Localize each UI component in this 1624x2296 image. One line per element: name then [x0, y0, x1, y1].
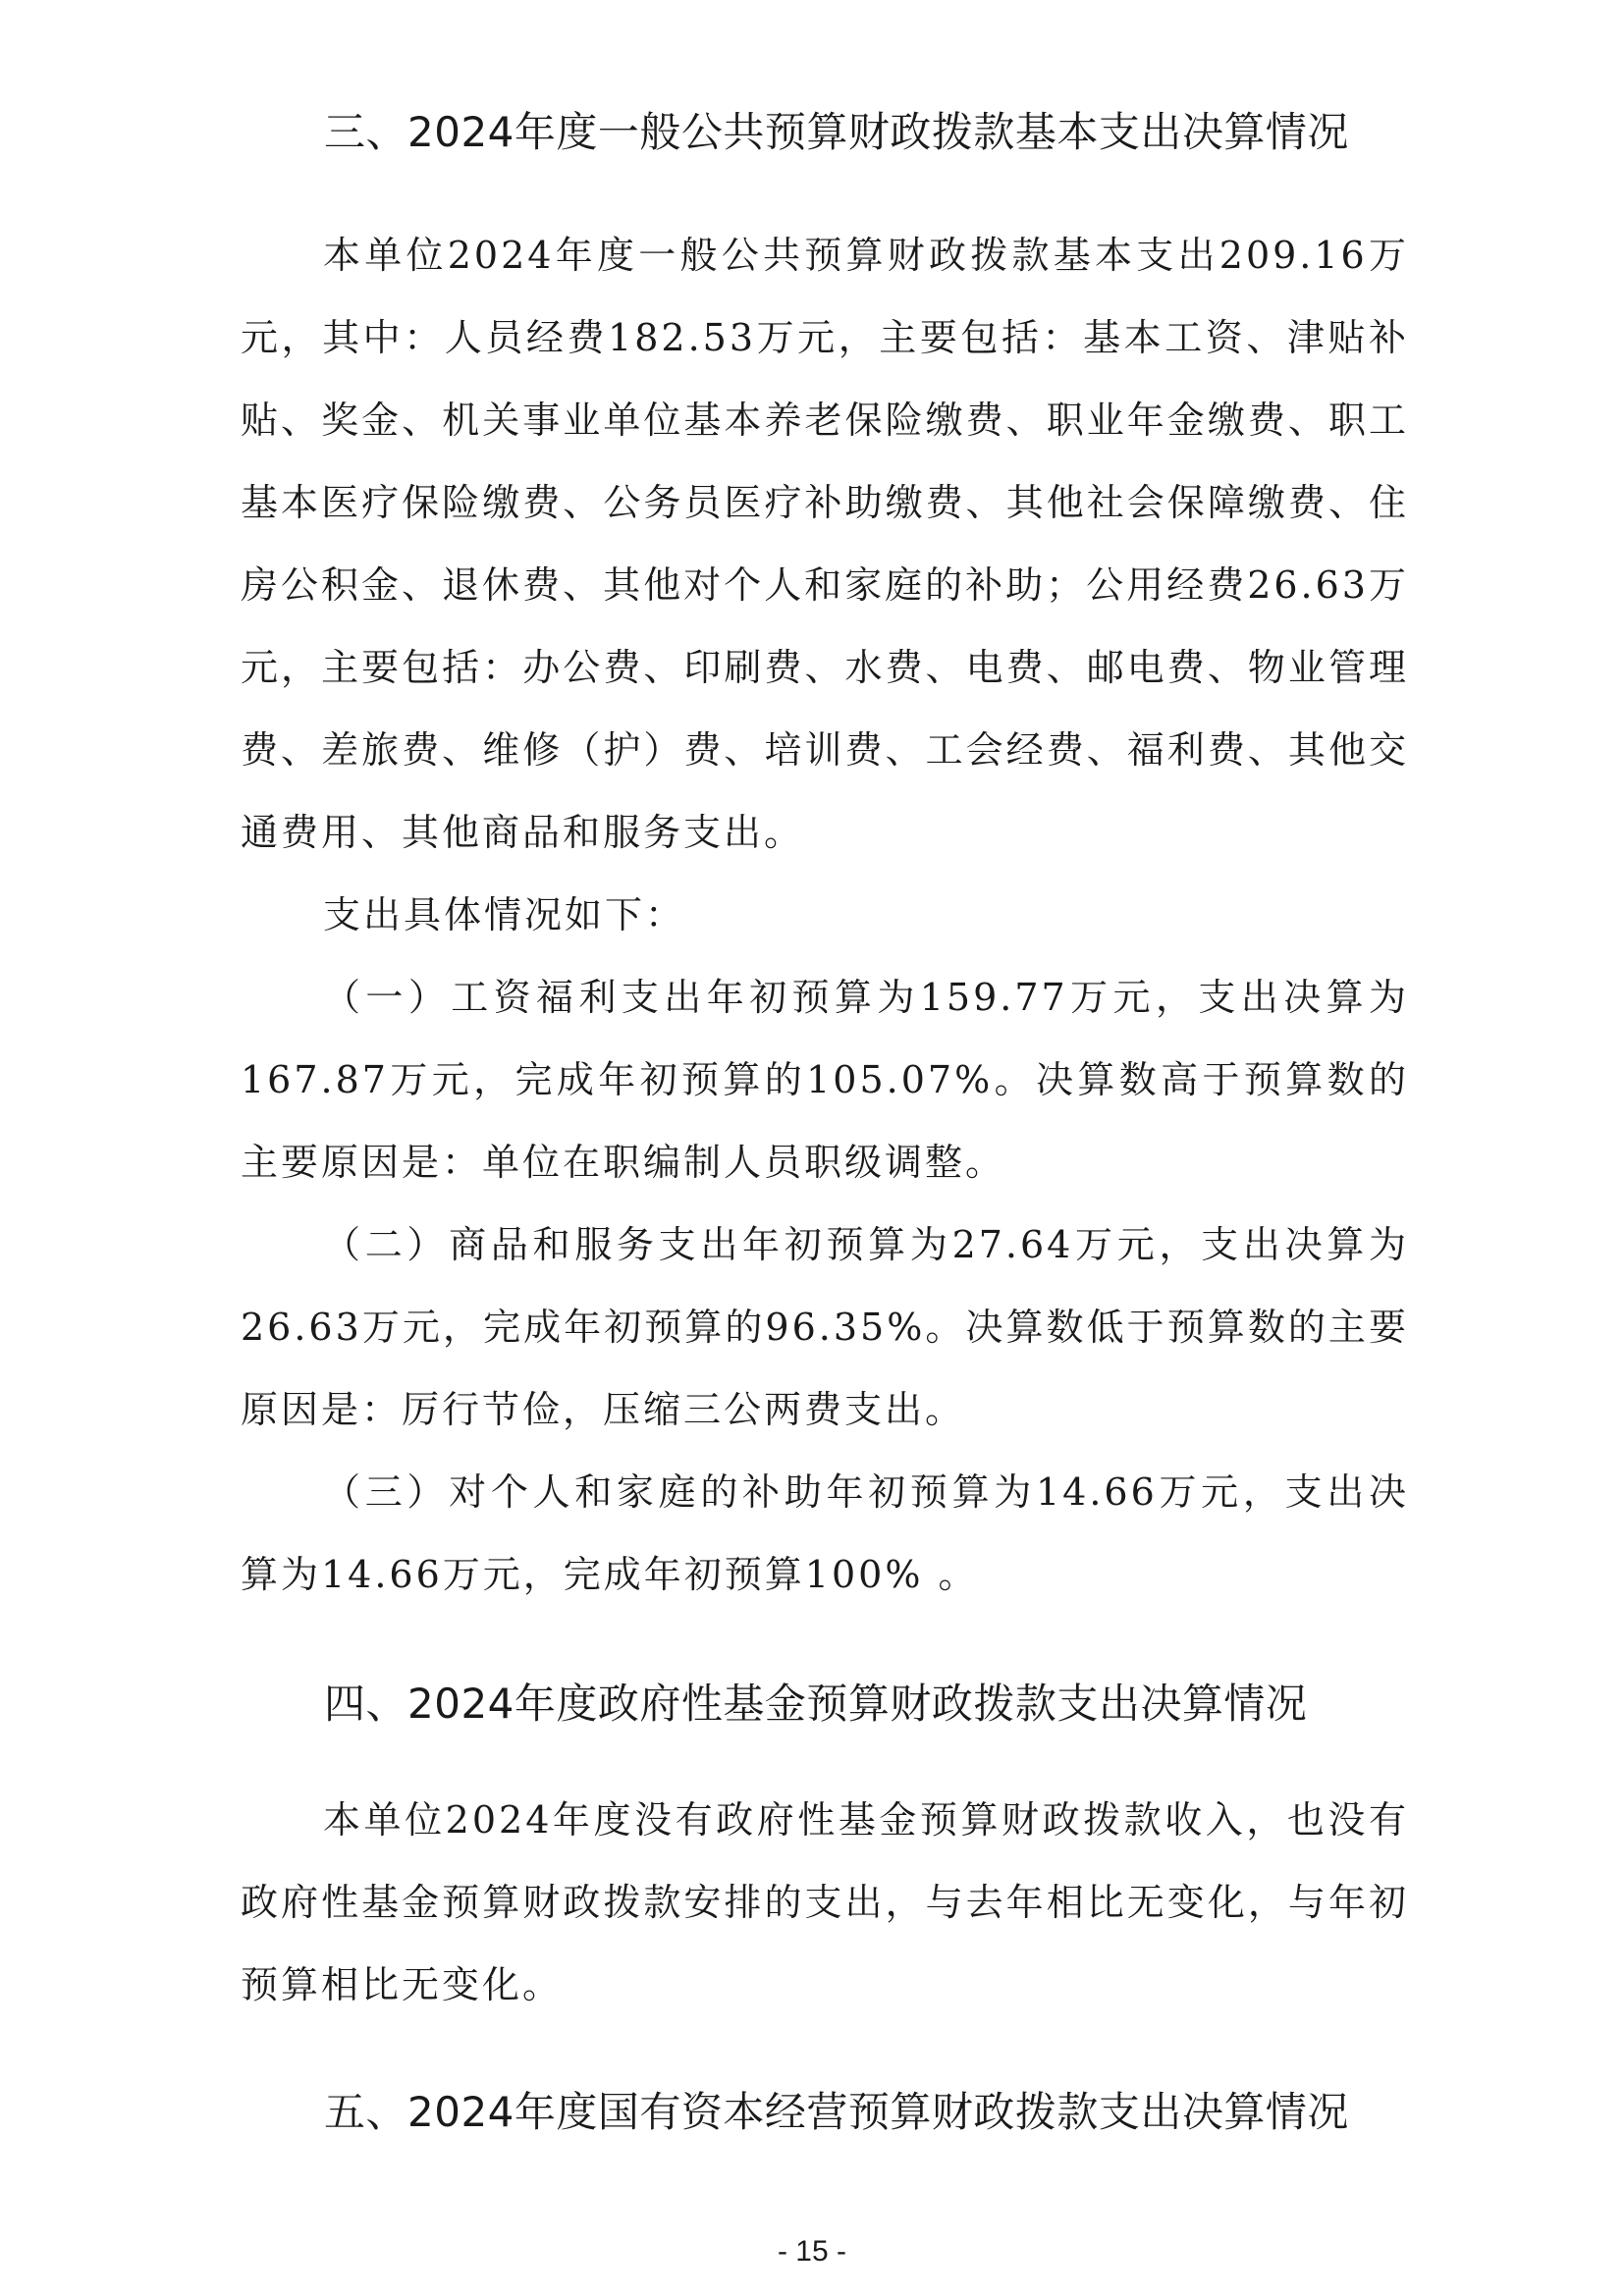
page-number: - 15 - [777, 2235, 847, 2268]
section-3-item-2-paragraph: （二）商品和服务支出年初预算为27.64万元，支出决算为26.63万元，完成年初预算的96.35%。决算数低于预算数的主要原因是：厉行节俭，压缩三公两费支出。 [241, 1223, 1409, 1431]
section-3-item-1-paragraph: （一）工资福利支出年初预算为159.77万元，支出决算为167.87万元，完成年初预算的105.07%。决算数高于预算数的主要原因是：单位在职编制人员职级调整。 [241, 976, 1409, 1184]
section-3-intro-paragraph: 本单位2024年度一般公共预算财政拨款基本支出209.16万元，其中：人员经费182.53万元，主要包括：基本工资、津贴补贴、奖金、机关事业单位基本养老保险缴费、职业年金缴费、职工基本医疗保险缴费、公务员医疗补助缴费、其他社会保障缴费、住房公积金、退休费、其他对个人和家庭的补助；公用经费26.63万元，主要包括：办公费、印刷费、水费、电费、邮电费、物业管理费、差旅费、维修（护）费、培训费、工会经费、福利费、其他交通费用、其他商品和服务支出。 [241, 234, 1409, 854]
section-5-heading: 五、2024年度国有资本经营预算财政拨款支出决算情况 [324, 2088, 1349, 2136]
section-4-heading: 四、2024年度政府性基金预算财政拨款支出决算情况 [324, 1680, 1308, 1728]
section-3-item-3-paragraph: （三）对个人和家庭的补助年初预算为14.66万元，支出决算为14.66万元，完成年初预算100% 。 [241, 1470, 1409, 1596]
section-3-details-lead: 支出具体情况如下： [323, 893, 686, 936]
section-4-body-paragraph: 本单位2024年度没有政府性基金预算财政拨款收入，也没有政府性基金预算财政拨款安排的支出，与去年相比无变化，与年初预算相比无变化。 [241, 1798, 1409, 2006]
section-3-heading: 三、2024年度一般公共预算财政拨款基本支出决算情况 [324, 108, 1349, 156]
